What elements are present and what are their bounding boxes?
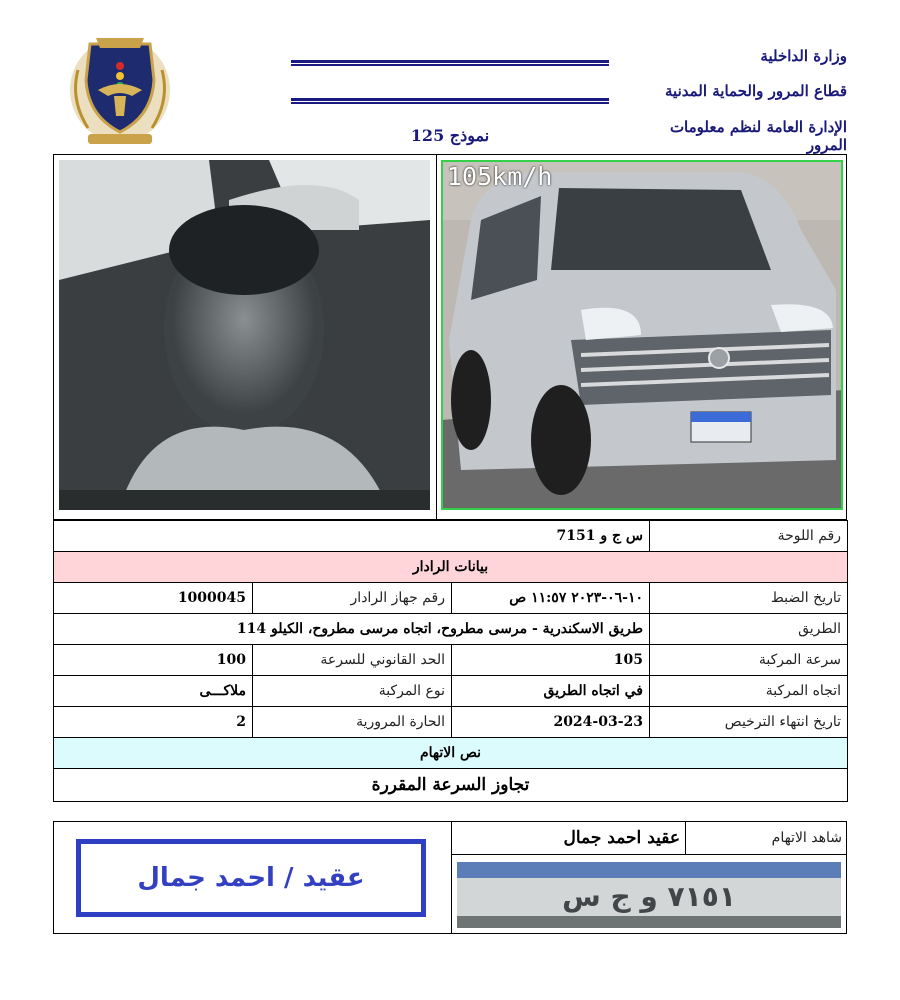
charge-section-header: [54, 738, 848, 769]
ministry-emblem: [66, 30, 174, 146]
charge-text: تجاوز السرعة المقررة: [54, 769, 848, 802]
driver-photo: [59, 160, 430, 510]
department-name: الإدارة العامة لنظم معلومات المرور: [669, 118, 847, 154]
radar-section-title: بيانات الرادار: [54, 552, 848, 583]
device-label: رقم جهاز الرادار: [253, 583, 452, 614]
capture-row: [54, 583, 848, 614]
witness-row-divider: [451, 854, 846, 855]
vehicle-type-label: نوع المركبة: [253, 676, 452, 707]
radar-speed-overlay: 105km/h: [447, 162, 553, 191]
plate-label: رقم اللوحة: [650, 521, 848, 552]
limit-label: الحد القانوني للسرعة: [253, 645, 452, 676]
direction-row: [54, 676, 848, 707]
header-rule-bottom: [291, 98, 609, 104]
capture-date-label: تاريخ الضبط: [650, 583, 848, 614]
stamp-text: عقيد / احمد جمال: [137, 863, 365, 893]
plate-value: س ج و 7151: [54, 521, 650, 552]
vehicle-photo: [441, 160, 843, 510]
road-label: الطريق: [650, 614, 848, 645]
ministry-name: وزارة الداخلية: [760, 47, 847, 65]
license-expiry-value: 2024-03-23: [452, 707, 650, 738]
limit-value: 100: [54, 645, 253, 676]
capture-date-value: ١٠-٠٦-٢٠٢٣ ١١:٥٧ ص: [452, 583, 650, 614]
sector-name: قطاع المرور والحماية المدنية: [665, 82, 847, 100]
violation-details-table: [53, 520, 848, 802]
officer-stamp: [76, 839, 426, 917]
speed-row: [54, 645, 848, 676]
speed-value: 105: [452, 645, 650, 676]
radar-section-header: [54, 552, 848, 583]
plate-crop-text: ٧١٥١ و ج س: [562, 880, 736, 913]
plate-row: [54, 521, 848, 552]
license-row: [54, 707, 848, 738]
road-value: طريق الاسكندرية - مرسى مطروح، اتجاه مرسى مطروح، الكيلو 114: [54, 614, 650, 645]
speed-label: سرعة المركبة: [650, 645, 848, 676]
vehicle-type-value: ملاكـــى: [54, 676, 253, 707]
charge-section-title: نص الاتهام: [54, 738, 848, 769]
charge-row: [54, 769, 848, 802]
witness-block: [53, 821, 847, 934]
lane-label: الحارة المرورية: [253, 707, 452, 738]
license-expiry-label: تاريخ انتهاء الترخيص: [650, 707, 848, 738]
direction-value: في اتجاه الطريق: [452, 676, 650, 707]
eagle-emblem-icon: [66, 30, 174, 146]
device-value: 1000045: [54, 583, 253, 614]
road-row: [54, 614, 848, 645]
photos-divider: [436, 155, 437, 519]
form-number: نموذج 125: [410, 126, 490, 145]
plate-crop: [457, 862, 841, 928]
lane-value: 2: [54, 707, 253, 738]
witness-label: شاهد الاتهام: [771, 830, 842, 846]
header-rule-top: [291, 60, 609, 66]
evidence-photos: [53, 154, 847, 520]
direction-label: اتجاه المركبة: [650, 676, 848, 707]
witness-value: عقيد احمد جمال: [563, 828, 680, 848]
